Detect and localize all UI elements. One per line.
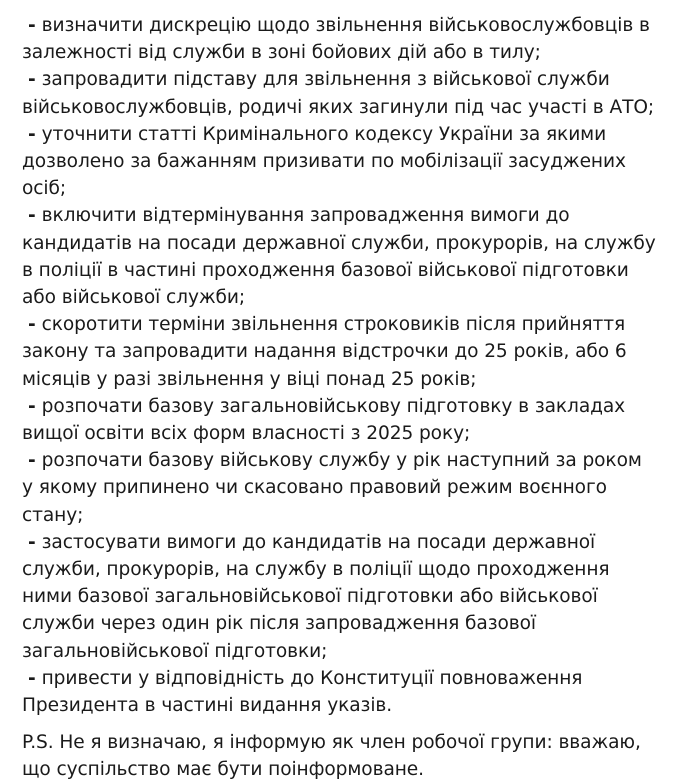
list-bullet: -	[28, 531, 36, 553]
list-item	[22, 393, 658, 447]
list-item	[22, 12, 658, 66]
list-bullet: -	[28, 15, 36, 36]
list-item-text: привести у відповідність до Конституції повноваження Президента в частині видання указів.	[22, 667, 583, 717]
list-item	[22, 66, 658, 120]
list-bullet: -	[28, 450, 36, 472]
list-item-text: включити відтермінування запровадження вимоги до кандидатів на посади державної служби, прокурорів, на службу в поліції в частині проходження базової військової підготовки або військової служби;	[22, 205, 656, 309]
list-bullet: -	[28, 667, 36, 689]
list-item	[22, 121, 658, 203]
list-item-text: застосувати вимоги до кандидатів на посади державної служби, прокурорів, на службу в поліції щодо проходження ними базової загальновійськової підготовки або військової служби через один рік після запровадження базової загальновійськової підготовки;	[22, 531, 610, 662]
list-item-text: скоротити терміни звільнення строковиків після прийняття закону та запровадити надання відстрочки до 25 років, або 6 місяців у разі звільнення у віці понад 25 років;	[22, 314, 627, 390]
list-item	[22, 665, 658, 719]
list-item-text: розпочати базову військову службу у рік наступний за роком у якому припинено чи скасовано правовий режим воєнного стану;	[22, 450, 642, 526]
list-bullet: -	[28, 123, 36, 145]
list-item	[22, 202, 658, 311]
list-item	[22, 529, 658, 665]
list-item-text: визначити дискрецію щодо звільнення військовослужбовців в залежності від служби в зоні бойових дій або в тилу;	[22, 15, 650, 64]
list-bullet: -	[28, 314, 36, 336]
proposal-list	[22, 12, 658, 719]
list-bullet: -	[28, 205, 36, 227]
list-bullet: -	[28, 395, 36, 417]
postscript: P.S. Не я визначаю, я інформую як член робочої групи: вважаю, що суспільство має бути поінформоване.	[22, 732, 641, 781]
list-bullet: -	[28, 69, 36, 91]
list-item	[22, 447, 658, 529]
list-item-text: розпочати базову загальновійськову підготовку в закладах вищої освіти всіх форм власності з 2025 року;	[22, 395, 626, 445]
list-item-text: уточнити статті Кримінального кодексу України за якими дозволено за бажанням призивати по мобілізації засуджених осіб;	[22, 123, 626, 200]
list-item-text: запровадити підставу для звільнення з військової служби військовослужбовців, родичі яких загинули під час участі в АТО;	[22, 69, 655, 118]
list-item	[22, 311, 658, 393]
